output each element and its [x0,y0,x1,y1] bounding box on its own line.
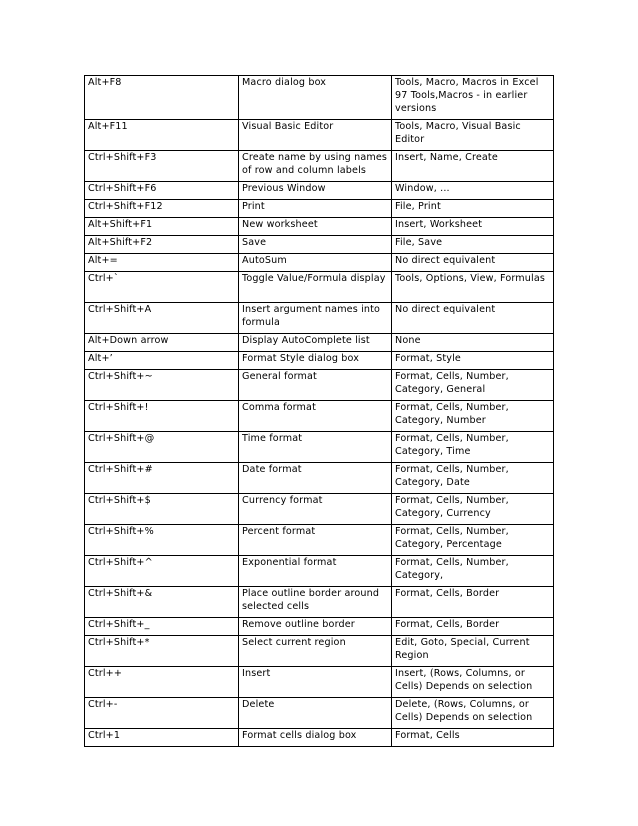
menu-equivalent-cell: Format, Cells, Number, Category, Percentage [392,525,554,556]
shortcut-key-cell: Ctrl+Shift+~ [85,370,239,401]
table-row [85,463,554,494]
table-row [85,618,554,636]
shortcut-description-cell: Date format [239,463,392,494]
menu-equivalent-cell: Tools, Macro, Macros in Excel 97 Tools,Macros - in earlier versions [392,76,554,120]
shortcut-key-cell: Ctrl+1 [85,729,239,747]
shortcut-description-cell: Currency format [239,494,392,525]
shortcut-key-cell: Alt+Shift+F1 [85,218,239,236]
shortcut-description-cell: Place outline border around selected cells [239,587,392,618]
shortcut-description-cell: Print [239,200,392,218]
shortcut-description-cell: Time format [239,432,392,463]
shortcut-key-cell: Ctrl+Shift+# [85,463,239,494]
menu-equivalent-cell: Format, Cells, Number, Category, Currency [392,494,554,525]
shortcut-key-cell: Alt+F11 [85,120,239,151]
menu-equivalent-cell: Insert, (Rows, Columns, or Cells) Depends on selection [392,667,554,698]
shortcut-description-cell: Insert argument names into formula [239,303,392,334]
table-row [85,200,554,218]
shortcut-key-cell: Ctrl+- [85,698,239,729]
table-row [85,667,554,698]
table-row [85,432,554,463]
shortcut-key-cell: Ctrl+Shift+$ [85,494,239,525]
menu-equivalent-cell: Format, Cells [392,729,554,747]
shortcut-key-cell: Ctrl+Shift+_ [85,618,239,636]
shortcut-key-cell: Ctrl+Shift+! [85,401,239,432]
shortcut-key-cell: Ctrl+Shift+F6 [85,182,239,200]
table-row [85,334,554,352]
table-row [85,698,554,729]
shortcut-key-cell: Ctrl+Shift+F12 [85,200,239,218]
shortcut-key-cell: Alt+= [85,254,239,272]
table-row [85,303,554,334]
shortcut-description-cell: Visual Basic Editor [239,120,392,151]
menu-equivalent-cell: Format, Cells, Number, Category, Time [392,432,554,463]
table-row [85,218,554,236]
shortcut-key-cell: Alt+’ [85,352,239,370]
shortcut-description-cell: Format Style dialog box [239,352,392,370]
table-row [85,151,554,182]
shortcut-description-cell: Previous Window [239,182,392,200]
menu-equivalent-cell: Tools, Macro, Visual Basic Editor [392,120,554,151]
shortcut-key-cell: Ctrl++ [85,667,239,698]
table-row [85,352,554,370]
menu-equivalent-cell: Format, Cells, Number, Category, General [392,370,554,401]
menu-equivalent-cell: Format, Cells, Border [392,618,554,636]
shortcut-description-cell: Save [239,236,392,254]
shortcut-key-cell: Ctrl+Shift+^ [85,556,239,587]
menu-equivalent-cell: No direct equivalent [392,303,554,334]
table-row [85,76,554,120]
table-row [85,401,554,432]
shortcut-description-cell: Percent format [239,525,392,556]
shortcut-key-cell: Ctrl+Shift+& [85,587,239,618]
shortcut-description-cell: New worksheet [239,218,392,236]
table-row [85,556,554,587]
table-row [85,182,554,200]
shortcut-table [84,75,554,747]
shortcut-description-cell: Delete [239,698,392,729]
shortcut-key-cell: Alt+Shift+F2 [85,236,239,254]
menu-equivalent-cell: Edit, Goto, Special, Current Region [392,636,554,667]
menu-equivalent-cell: Format, Cells, Border [392,587,554,618]
menu-equivalent-cell: Format, Style [392,352,554,370]
menu-equivalent-cell: Window, ... [392,182,554,200]
menu-equivalent-cell: Delete, (Rows, Columns, or Cells) Depends on selection [392,698,554,729]
table-row [85,636,554,667]
shortcut-description-cell: General format [239,370,392,401]
table-row [85,272,554,303]
shortcut-description-cell: AutoSum [239,254,392,272]
shortcut-key-cell: Ctrl+Shift+* [85,636,239,667]
menu-equivalent-cell: Format, Cells, Number, Category, Date [392,463,554,494]
menu-equivalent-cell: No direct equivalent [392,254,554,272]
shortcut-description-cell: Comma format [239,401,392,432]
table-row [85,370,554,401]
shortcut-key-cell: Ctrl+Shift+A [85,303,239,334]
shortcut-description-cell: Create name by using names of row and column labels [239,151,392,182]
shortcut-key-cell: Alt+Down arrow [85,334,239,352]
menu-equivalent-cell: Format, Cells, Number, Category, [392,556,554,587]
shortcut-key-cell: Alt+F8 [85,76,239,120]
menu-equivalent-cell: Format, Cells, Number, Category, Number [392,401,554,432]
shortcut-key-cell: Ctrl+Shift+@ [85,432,239,463]
menu-equivalent-cell: Insert, Worksheet [392,218,554,236]
shortcut-description-cell: Format cells dialog box [239,729,392,747]
shortcut-key-cell: Ctrl+` [85,272,239,303]
table-row [85,525,554,556]
menu-equivalent-cell: None [392,334,554,352]
shortcut-key-cell: Ctrl+Shift+% [85,525,239,556]
shortcut-description-cell: Remove outline border [239,618,392,636]
shortcut-description-cell: Display AutoComplete list [239,334,392,352]
shortcut-description-cell: Exponential format [239,556,392,587]
table-row [85,587,554,618]
shortcut-description-cell: Select current region [239,636,392,667]
shortcut-key-cell: Ctrl+Shift+F3 [85,151,239,182]
menu-equivalent-cell: Insert, Name, Create [392,151,554,182]
table-row [85,254,554,272]
table-row [85,494,554,525]
menu-equivalent-cell: Tools, Options, View, Formulas [392,272,554,303]
shortcut-description-cell: Insert [239,667,392,698]
table-row [85,120,554,151]
table-row [85,236,554,254]
table-row [85,729,554,747]
shortcut-table-body [85,76,554,747]
shortcut-description-cell: Macro dialog box [239,76,392,120]
menu-equivalent-cell: File, Save [392,236,554,254]
menu-equivalent-cell: File, Print [392,200,554,218]
shortcut-description-cell: Toggle Value/Formula display [239,272,392,303]
